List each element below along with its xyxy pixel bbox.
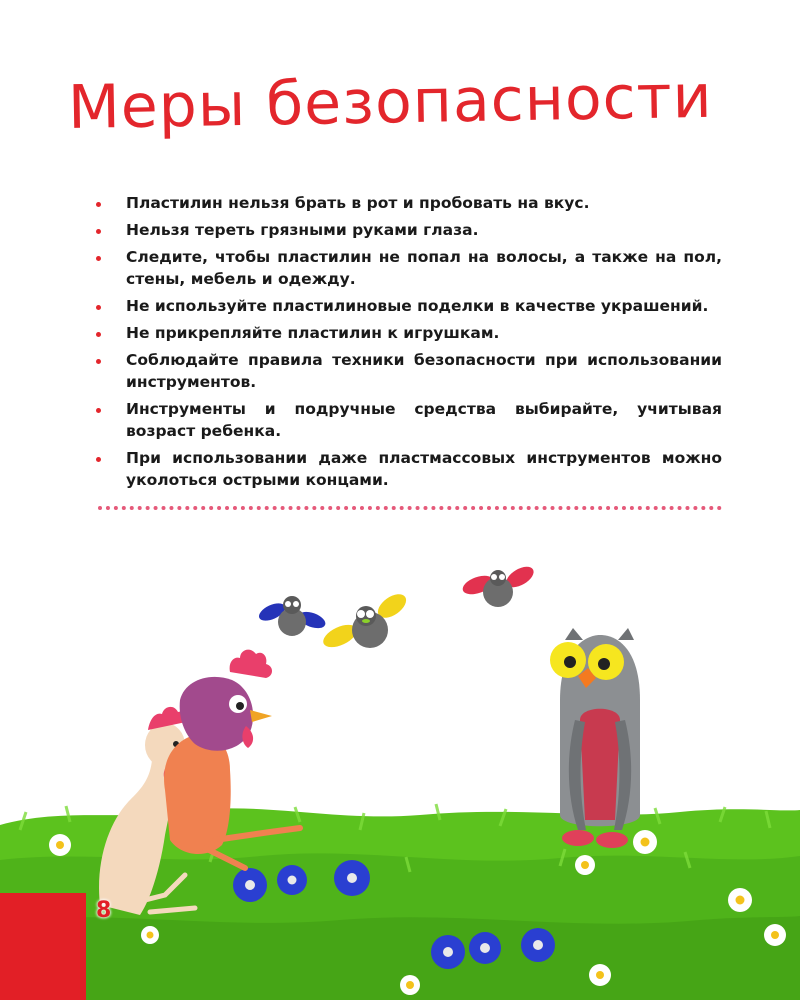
- rule-text: Соблюдайте правила техники безопасности при использовании инструментов.: [126, 351, 722, 391]
- list-item: [96, 192, 722, 214]
- bullet-icon: [96, 256, 101, 261]
- list-item: [96, 219, 722, 241]
- rule-text: Не прикрепляйте пластилин к игрушкам.: [126, 324, 500, 342]
- page-title: Меры безопасности: [67, 61, 714, 143]
- dotted-divider: [98, 506, 722, 510]
- bug-figure-blue: [256, 596, 327, 636]
- page-number-marker: [0, 893, 86, 1000]
- bug-figure-yellow: [320, 589, 410, 651]
- bullet-icon: [96, 408, 101, 413]
- list-item: [96, 349, 722, 393]
- bullet-icon: [96, 305, 101, 310]
- rule-text: Инструменты и подручные средства выбирайте, учитывая возраст ребенка.: [126, 400, 722, 440]
- bullet-icon: [96, 202, 101, 207]
- list-item: [96, 398, 722, 442]
- rule-text: Не используйте пластилиновые поделки в качестве украшений.: [126, 297, 709, 315]
- owl-figure: [550, 628, 640, 848]
- plasticine-scene-illustration: [0, 540, 800, 1000]
- bullet-icon: [96, 229, 101, 234]
- safety-rules-list: [96, 192, 722, 496]
- list-item: [96, 322, 722, 344]
- rule-text: Пластилин нельзя брать в рот и пробовать на вкус.: [126, 194, 590, 212]
- bullet-icon: [96, 332, 101, 337]
- list-item: [96, 246, 722, 290]
- rule-text: Нельзя тереть грязными руками глаза.: [126, 221, 479, 239]
- bug-figure-red: [460, 563, 537, 607]
- list-item: [96, 447, 722, 491]
- rule-text: Следите, чтобы пластилин не попал на волосы, а также на пол, стены, мебель и одежду.: [126, 248, 722, 288]
- bullet-icon: [96, 457, 101, 462]
- page-number: 8: [96, 898, 112, 923]
- rule-text: При использовании даже пластмассовых инструментов можно уколоться острыми концами.: [126, 449, 722, 489]
- bullet-icon: [96, 359, 101, 364]
- list-item: [96, 295, 722, 317]
